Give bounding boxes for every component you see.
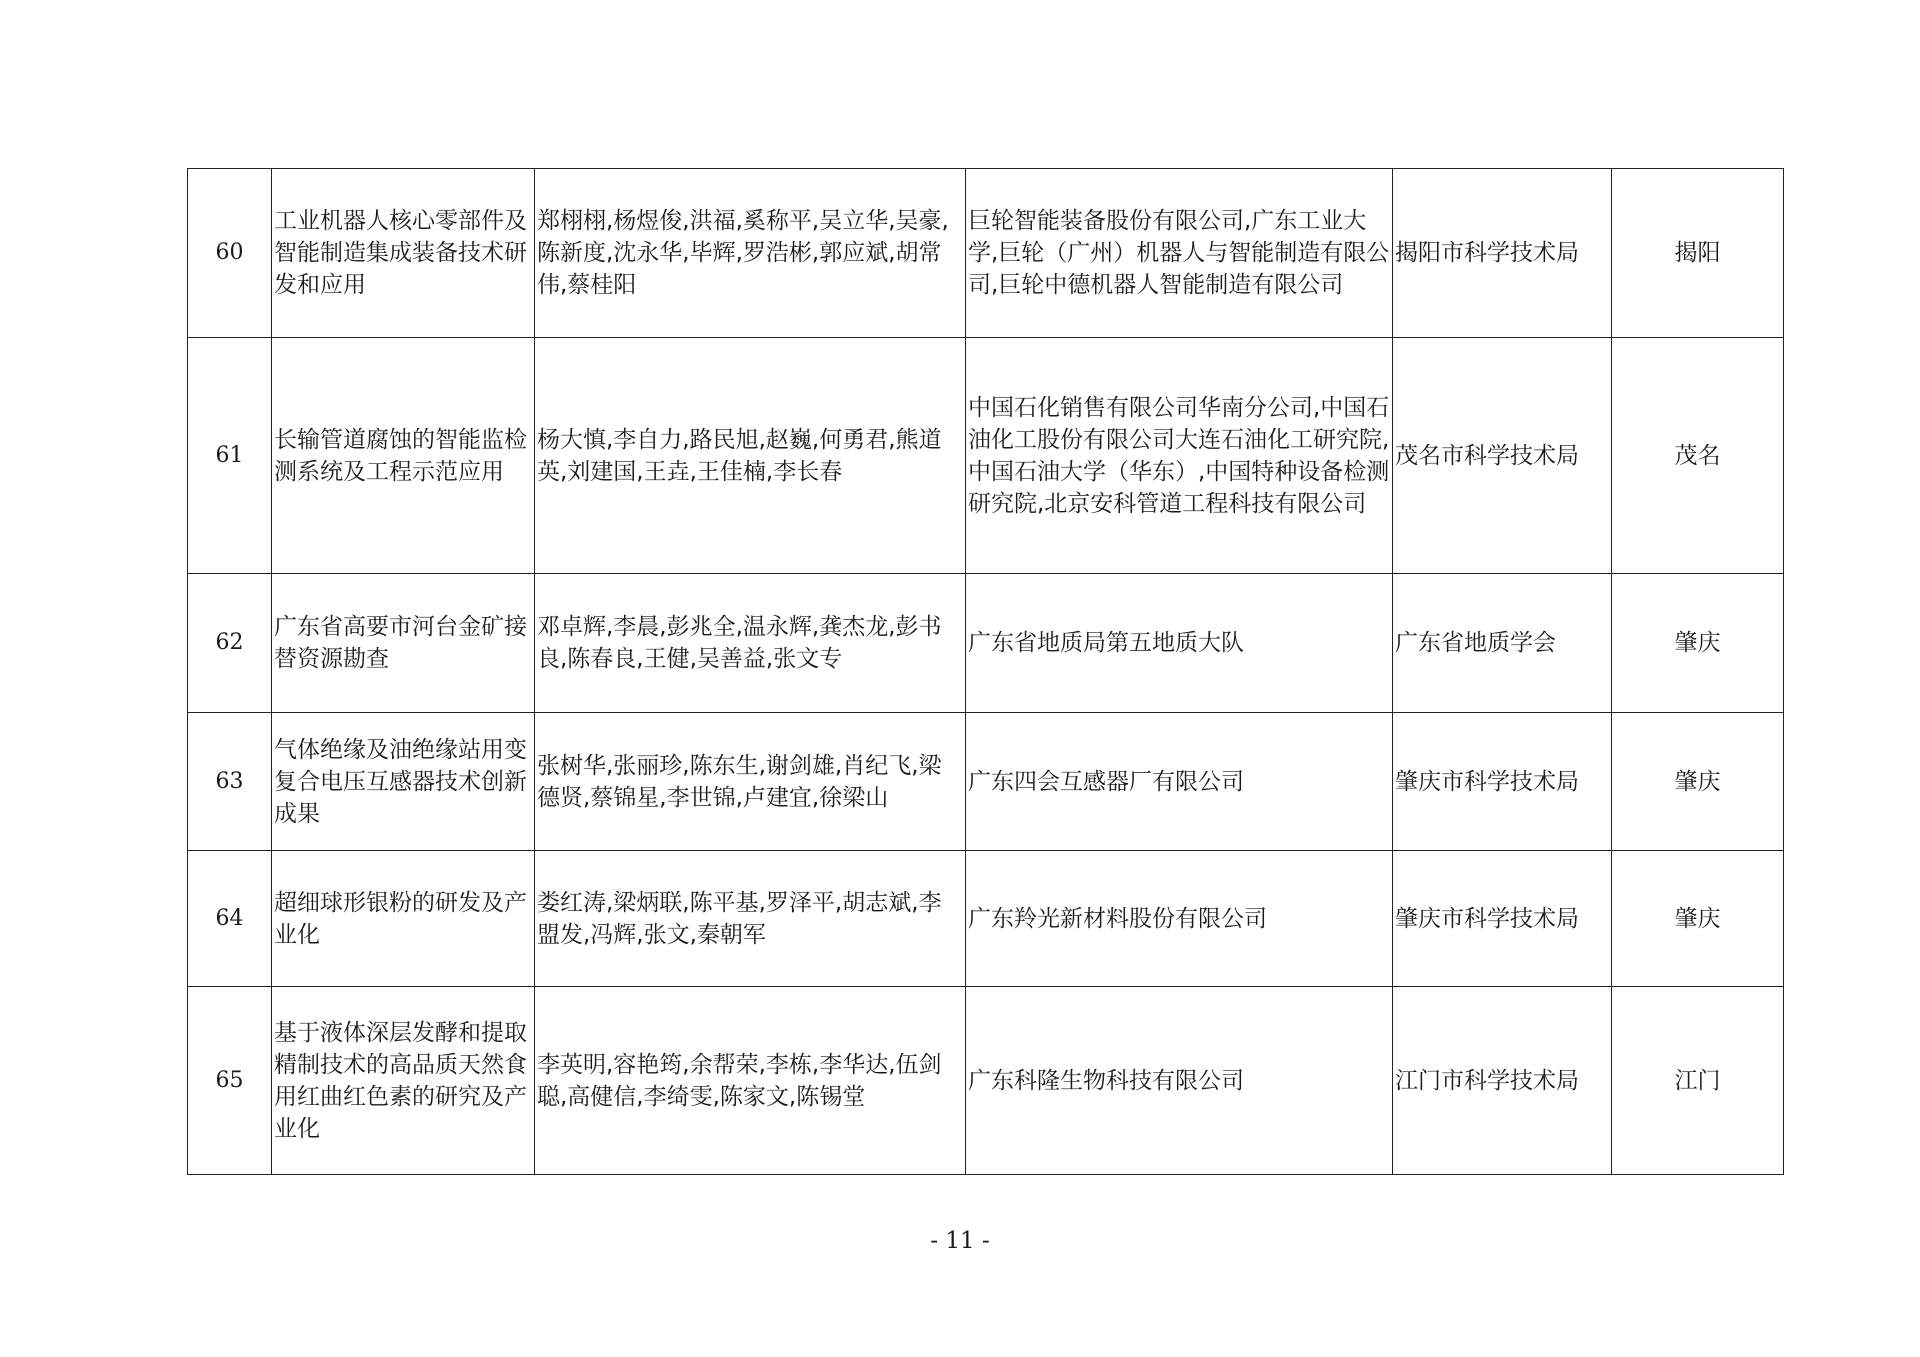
main-contributors: 邓卓辉,李晨,彭兆全,温永辉,龚杰龙,彭书良,陈春良,王健,吴善益,张文专 (535, 574, 966, 713)
completing-units: 广东羚光新材料股份有限公司 (966, 851, 1393, 987)
city: 茂名 (1612, 338, 1784, 574)
city: 肇庆 (1612, 713, 1784, 851)
completing-units: 巨轮智能装备股份有限公司,广东工业大学,巨轮（广州）机器人与智能制造有限公司,巨轮中德机器人智能制造有限公司 (966, 169, 1393, 338)
table-row (188, 851, 1784, 987)
main-contributors: 张树华,张丽珍,陈东生,谢剑雄,肖纪飞,梁德贤,蔡锦星,李世锦,卢建宜,徐梁山 (535, 713, 966, 851)
project-name: 广东省高要市河台金矿接替资源勘查 (272, 574, 535, 713)
main-contributors: 郑栩栩,杨煜俊,洪福,奚称平,吴立华,吴豪,陈新度,沈永华,毕辉,罗浩彬,郭应斌,胡常伟,蔡桂阳 (535, 169, 966, 338)
awards-table (187, 168, 1784, 1175)
row-number: 60 (188, 169, 272, 338)
project-name: 气体绝缘及油绝缘站用变复合电压互感器技术创新成果 (272, 713, 535, 851)
project-name: 工业机器人核心零部件及智能制造集成装备技术研发和应用 (272, 169, 535, 338)
recommending-unit: 揭阳市科学技术局 (1393, 169, 1612, 338)
row-number: 65 (188, 987, 272, 1175)
city: 江门 (1612, 987, 1784, 1175)
project-name: 长输管道腐蚀的智能监检测系统及工程示范应用 (272, 338, 535, 574)
recommending-unit: 江门市科学技术局 (1393, 987, 1612, 1175)
city: 揭阳 (1612, 169, 1784, 338)
project-name: 基于液体深层发酵和提取精制技术的高品质天然食用红曲红色素的研究及产业化 (272, 987, 535, 1175)
recommending-unit: 肇庆市科学技术局 (1393, 851, 1612, 987)
recommending-unit: 肇庆市科学技术局 (1393, 713, 1612, 851)
table-row (188, 338, 1784, 574)
table-row (188, 713, 1784, 851)
recommending-unit: 茂名市科学技术局 (1393, 338, 1612, 574)
row-number: 63 (188, 713, 272, 851)
city: 肇庆 (1612, 851, 1784, 987)
table-row (188, 987, 1784, 1175)
row-number: 64 (188, 851, 272, 987)
page-number: - 11 - (930, 1228, 990, 1254)
main-contributors: 娄红涛,梁炳联,陈平基,罗泽平,胡志斌,李盟发,冯辉,张文,秦朝军 (535, 851, 966, 987)
main-contributors: 李英明,容艳筠,余帮荣,李栋,李华达,伍剑聪,高健信,李绮雯,陈家文,陈锡堂 (535, 987, 966, 1175)
recommending-unit: 广东省地质学会 (1393, 574, 1612, 713)
completing-units: 中国石化销售有限公司华南分公司,中国石油化工股份有限公司大连石油化工研究院,中国石油大学（华东）,中国特种设备检测研究院,北京安科管道工程科技有限公司 (966, 338, 1393, 574)
completing-units: 广东四会互感器厂有限公司 (966, 713, 1393, 851)
row-number: 62 (188, 574, 272, 713)
table-row (188, 169, 1784, 338)
city: 肇庆 (1612, 574, 1784, 713)
row-number: 61 (188, 338, 272, 574)
main-contributors: 杨大慎,李自力,路民旭,赵巍,何勇君,熊道英,刘建国,王垚,王佳楠,李长春 (535, 338, 966, 574)
completing-units: 广东省地质局第五地质大队 (966, 574, 1393, 713)
table-row (188, 574, 1784, 713)
completing-units: 广东科隆生物科技有限公司 (966, 987, 1393, 1175)
project-name: 超细球形银粉的研发及产业化 (272, 851, 535, 987)
